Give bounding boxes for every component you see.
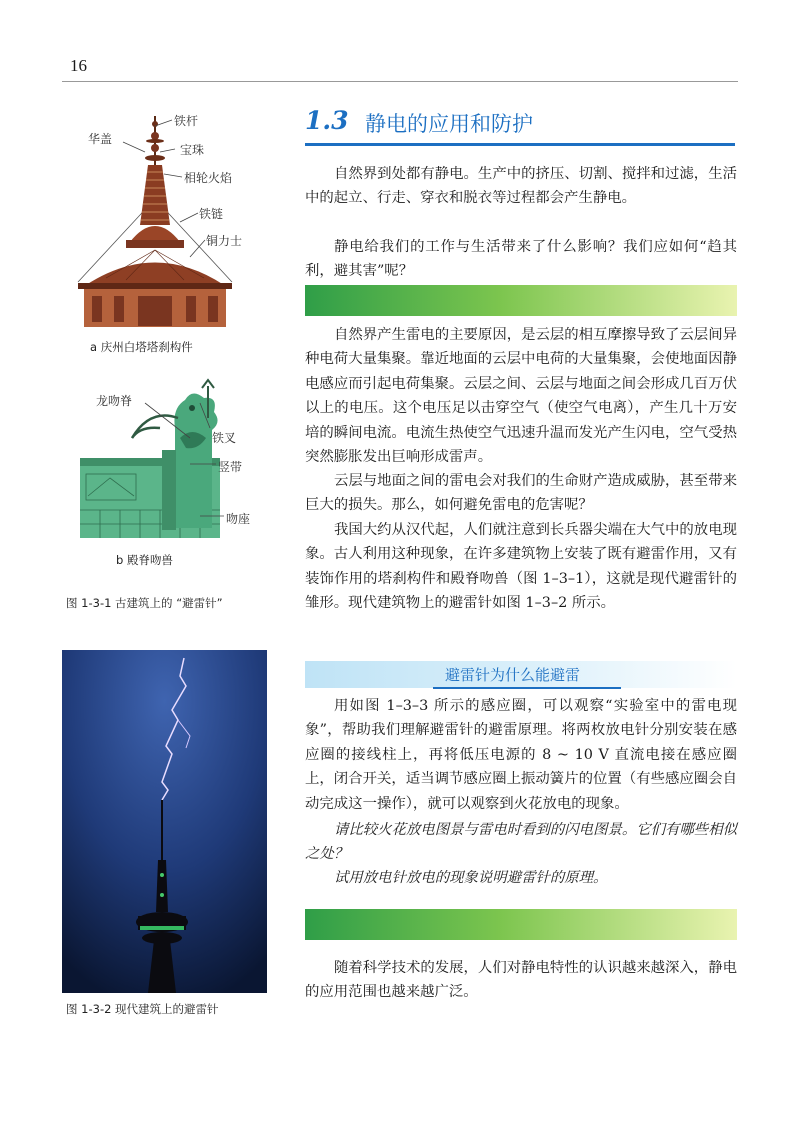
callout-beast-base: 吻座 — [226, 512, 251, 526]
section-heading — [305, 104, 735, 144]
figure-1-sub-caption-b: b 殿脊吻兽 — [116, 553, 173, 567]
tv-tower-lightning-photo — [62, 650, 267, 993]
callout-dragon-ridge: 龙吻脊 — [96, 394, 133, 408]
discussion-question: 请比较火花放电图景与雷电时看到的闪电图景。它们有哪些相似之处？ — [305, 822, 737, 863]
green-divider-bar — [305, 909, 737, 940]
figure-1-sub-caption-a: a 庆州白塔塔刹构件 — [90, 340, 193, 354]
section-title: 静电的应用和防护 — [365, 112, 533, 136]
intro-paragraph: 自然界到处都有静电。生产中的挤压、切割、搅拌和过滤，生活中的起立、行走、穿衣和脱衣等过程都会产生静电。 — [305, 166, 737, 207]
closing-paragraph: 随着科学技术的发展，人们对静电特性的认识越来越深入，静电的应用范围也越来越广泛。 — [305, 960, 737, 1001]
callout-ring-flame: 相轮火焰 — [184, 171, 233, 185]
callout-vertical-band: 竖带 — [218, 460, 243, 474]
section-title-rule — [305, 143, 735, 146]
green-divider-bar — [305, 285, 737, 316]
subsection-heading — [305, 661, 737, 689]
figure-1-caption: 图 1-3-1 古建筑上的 “避雷针” — [66, 596, 223, 610]
subsection-heading-underline — [433, 687, 621, 689]
callout-iron-rod: 铁杆 — [174, 114, 199, 128]
lightning-paragraph: 我国大约从汉代起，人们就注意到长兵器尖端在大气中的放电现象。古人利用这种现象，在许多建筑物上安装了既有避雷作用，又有装饰作用的塔刹构件和殿脊吻兽（图 1–3–1），这就是现代避雷针的雏形。现代建筑物上的避雷针如图 1–3–2 所示。 — [305, 522, 737, 612]
figure-2-caption: 图 1-3-2 现代建筑上的避雷针 — [66, 1002, 219, 1016]
callout-jewel: 宝珠 — [180, 143, 205, 157]
callout-iron-fork: 铁叉 — [212, 431, 237, 445]
subsection-title: 避雷针为什么能避雷 — [445, 666, 581, 684]
callout-canopy: 华盖 — [88, 132, 113, 146]
discussion-question: 试用放电针放电的现象说明避雷针的原理。 — [334, 870, 608, 886]
lightning-paragraph: 云层与地面之间的雷电会对我们的生命财产造成威胁，甚至带来巨大的损失。那么，如何避免雷电的危害呢？ — [305, 473, 737, 514]
lightning-paragraph: 自然界产生雷电的主要原因，是云层的相互摩擦导致了云层间异种电荷大量集聚。靠近地面的云层中电荷的大量集聚，会使地面因静电感应而引起电荷集聚。云层之间、云层与地面之间会形成几百万伏以上的电压。这个电压足以击穿空气（使空气电离），产生几十万安培的瞬间电流。电流生热使空气迅速升温而发光产生闪电，空气受热突然膨胀发出巨响形成雷声。 — [305, 327, 737, 466]
intro-paragraph: 静电给我们的工作与生活带来了什么影响？我们应如何“趋其利，避其害”呢？ — [305, 239, 737, 280]
callout-iron-chain: 铁链 — [199, 207, 224, 221]
header-rule — [62, 81, 738, 82]
page-number: 16 — [70, 56, 87, 75]
subsection-paragraph: 用如图 1–3–3 所示的感应圈，可以观察“实验室中的雷电现象”，帮助我们理解避雷针的避雷原理。将两枚放电针分别安装在感应圈的接线柱上，再将低压电源的 8 ~ 10 V 直流电接在感应圈上，闭合开关，适当调节感应圈上振动簧片的位置（有些感应圈会自动完成这一操作），就可以观察到火花放电的现象。 — [305, 698, 737, 812]
callout-bronze-warrior: 铜力士 — [206, 234, 243, 248]
section-number: 1.3 — [305, 106, 349, 135]
